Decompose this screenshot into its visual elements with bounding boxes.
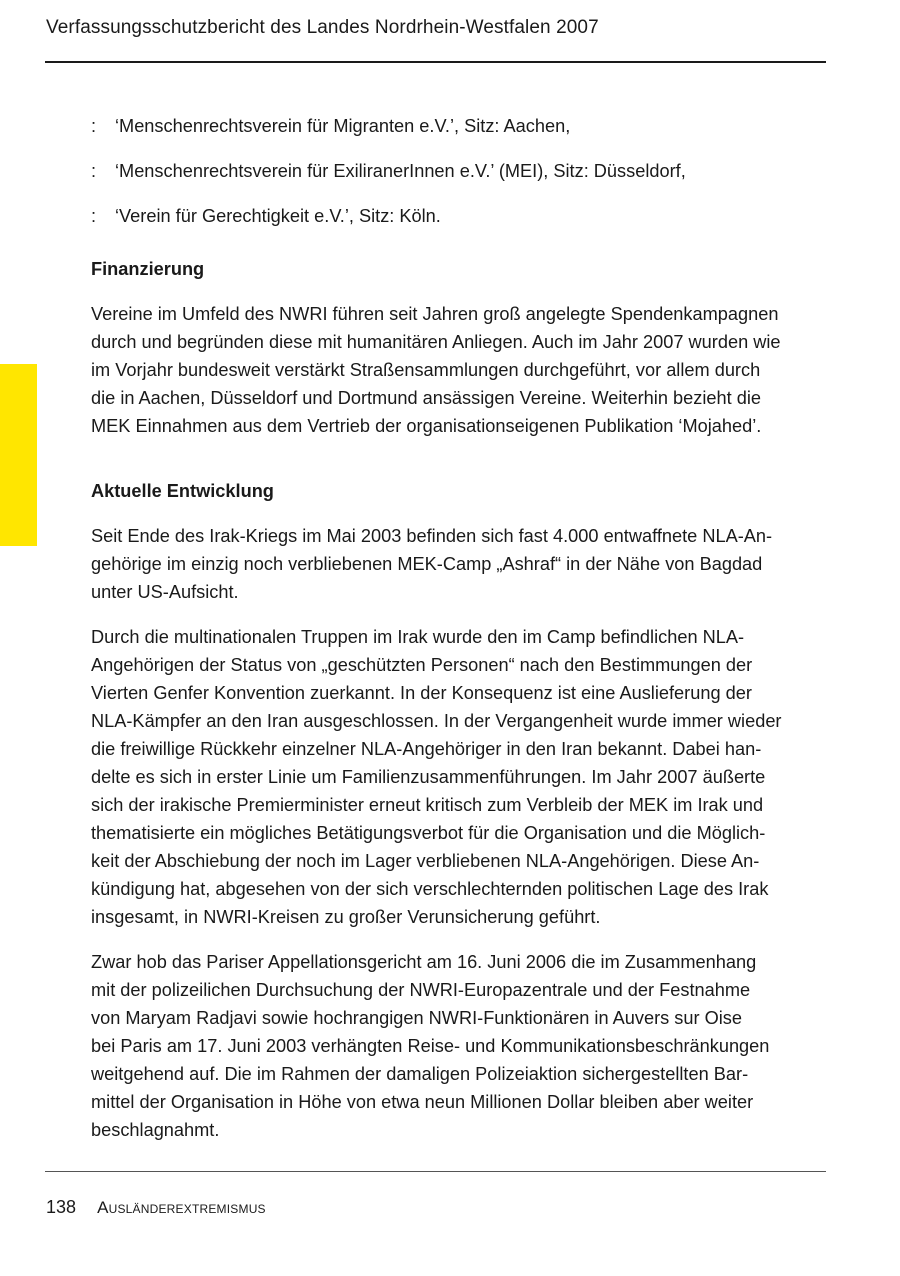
header-rule — [45, 61, 826, 63]
paragraph — [91, 300, 826, 440]
list-marker: : — [91, 161, 97, 181]
text-line: delte es sich in erster Linie um Familienzusammenführungen. Im Jahr 2007 äußerte — [91, 767, 766, 787]
section-heading-finanzierung: Finanzierung — [91, 259, 205, 279]
footer-section-name: Ausländerextremismus — [97, 1198, 266, 1217]
text-line: bei Paris am 17. Juni 2003 verhängten Reise- und Kommunikationsbeschränkungen — [91, 1036, 770, 1056]
list-marker: : — [91, 206, 97, 226]
text-line: gehörige im einzig noch verbliebenen MEK-Camp „Ashraf“ in der Nähe von Bagdad — [91, 554, 763, 574]
text-line: Seit Ende des Irak-Kriegs im Mai 2003 befinden sich fast 4.000 entwaffnete NLA-An- — [91, 526, 773, 546]
text-line: weitgehend auf. Die im Rahmen der damaligen Polizeiaktion sichergestellten Bar- — [91, 1064, 749, 1084]
page-footer — [46, 1197, 266, 1218]
text-line: im Vorjahr bundesweit verstärkt Straßensammlungen durchgeführt, vor allem durch — [91, 360, 761, 380]
text-line: insgesamt, in NWRI-Kreisen zu großer Verunsicherung geführt. — [91, 907, 601, 927]
text-line: NLA-Kämpfer an den Iran ausgeschlossen. In der Vergangenheit wurde immer wieder — [91, 711, 782, 731]
text-line: Angehörigen der Status von „geschützten Personen“ nach den Bestimmungen der — [91, 655, 753, 675]
text-line: beschlagnahmt. — [91, 1120, 220, 1140]
list-item-text: ‘Menschenrechtsverein für Migranten e.V.’, Sitz: Aachen, — [115, 116, 571, 136]
text-line: sich der irakische Premierminister erneut kritisch zum Verbleib der MEK im Irak und — [91, 795, 764, 815]
text-line: durch und begründen diese mit humanitären Anliegen. Auch im Jahr 2007 wurden wie — [91, 332, 781, 352]
text-line: die freiwillige Rückkehr einzelner NLA-Angehöriger in den Iran bekannt. Dabei han- — [91, 739, 762, 759]
text-line: kündigung hat, abgesehen von der sich verschlechternden politischen Lage des Irak — [91, 879, 769, 899]
text-line: Durch die multinationalen Truppen im Irak wurde den im Camp befindlichen NLA- — [91, 627, 745, 647]
paragraph — [91, 948, 826, 1144]
text-line: keit der Abschiebung der noch im Lager verbliebenen NLA-Angehörigen. Diese An- — [91, 851, 760, 871]
text-line: mit der polizeilichen Durchsuchung der NWRI-Europazentrale und der Festnahme — [91, 980, 751, 1000]
paragraph — [91, 522, 826, 606]
page-body — [91, 112, 826, 1144]
list-item — [91, 157, 826, 185]
text-line: Zwar hob das Pariser Appellationsgericht am 16. Juni 2006 die im Zusammenhang — [91, 952, 757, 972]
list-marker: : — [91, 116, 97, 136]
list-item — [91, 112, 826, 140]
list-item-text: ‘Verein für Gerechtigkeit e.V.’, Sitz: Köln. — [115, 206, 441, 226]
running-header: Verfassungsschutzbericht des Landes Nordrhein-Westfalen 2007 — [46, 17, 599, 38]
association-list — [91, 112, 826, 230]
text-line: Vereine im Umfeld des NWRI führen seit Jahren groß angelegte Spendenkampagnen — [91, 304, 779, 324]
footer-rule — [45, 1171, 826, 1172]
text-line: von Maryam Radjavi sowie hochrangigen NWRI-Funktionären in Auvers sur Oise — [91, 1008, 742, 1028]
list-item — [91, 202, 826, 230]
chapter-tab-marker — [0, 364, 37, 546]
list-item-text: ‘Menschenrechtsverein für ExiliranerInnen e.V.’ (MEI), Sitz: Düsseldorf, — [115, 161, 686, 181]
text-line: die in Aachen, Düsseldorf und Dortmund ansässigen Vereine. Weiterhin bezieht die — [91, 388, 761, 408]
text-line: unter US-Aufsicht. — [91, 582, 239, 602]
paragraph — [91, 623, 826, 931]
text-line: Vierten Genfer Konvention zuerkannt. In der Konsequenz ist eine Auslieferung der — [91, 683, 752, 703]
text-line: MEK Einnahmen aus dem Vertrieb der organisationseigenen Publikation ‘Mojahed’. — [91, 416, 762, 436]
page-number: 138 — [46, 1197, 77, 1217]
text-line: mittel der Organisation in Höhe von etwa neun Millionen Dollar bleiben aber weiter — [91, 1092, 754, 1112]
section-heading-aktuelle-entwicklung: Aktuelle Entwicklung — [91, 481, 274, 501]
text-line: thematisierte ein mögliches Betätigungsverbot für die Organisation und die Möglich- — [91, 823, 766, 843]
